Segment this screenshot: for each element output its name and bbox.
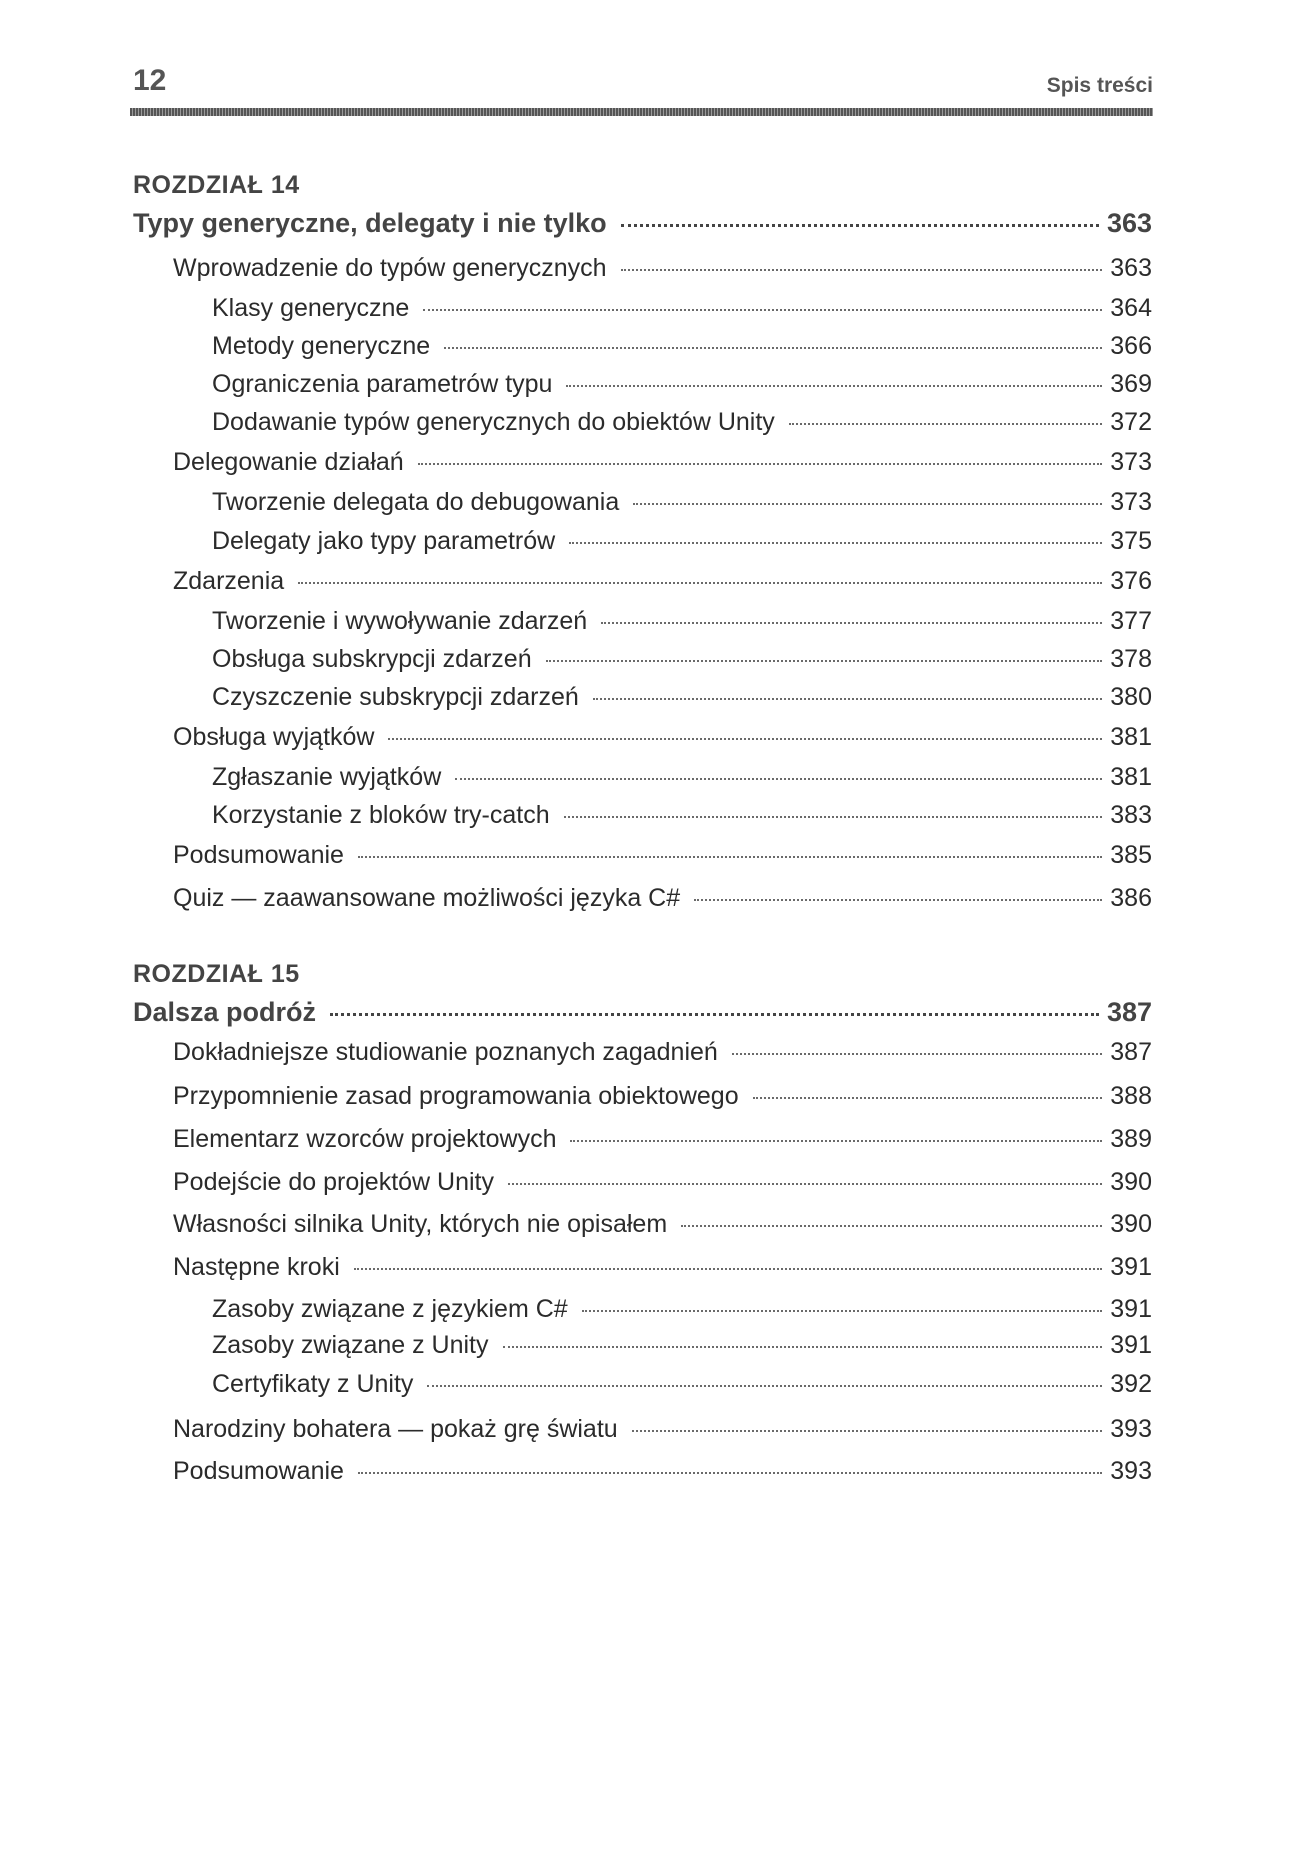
toc-section-row[interactable] — [0, 1457, 1300, 1486]
dot-leader — [582, 1310, 1103, 1312]
toc-entry-title: Czyszczenie subskrypcji zdarzeń — [212, 683, 579, 711]
toc-entry-title: Quiz — zaawansowane możliwości języka C# — [173, 884, 681, 912]
toc-entry-title: Delegowanie działań — [173, 448, 404, 476]
toc-subsection-row[interactable] — [0, 1331, 1300, 1360]
page-number: 12 — [133, 64, 167, 97]
dot-leader — [423, 309, 1102, 311]
dot-leader — [508, 1183, 1102, 1185]
dot-leader — [564, 816, 1103, 818]
toc-subsection-row[interactable] — [0, 408, 1300, 437]
toc-entry-title: Tworzenie i wywoływanie zdarzeń — [212, 607, 588, 635]
dot-leader — [621, 224, 1099, 227]
toc-entry-page-number: 390 — [1110, 1210, 1152, 1238]
toc-subsection-row[interactable] — [0, 527, 1300, 556]
dot-leader — [330, 1013, 1099, 1016]
toc-entry-page-number: 375 — [1110, 527, 1152, 555]
toc-entry-title: Zasoby związane z językiem C# — [212, 1295, 568, 1323]
toc-entry-page-number: 363 — [1110, 254, 1152, 282]
toc-entry-title: Delegaty jako typy parametrów — [212, 527, 556, 555]
toc-entry-page-number: 389 — [1110, 1125, 1152, 1153]
toc-entry-page-number: 388 — [1110, 1082, 1152, 1110]
toc-entry-title: Tworzenie delegata do debugowania — [212, 488, 620, 516]
toc-subsection-row[interactable] — [0, 488, 1300, 517]
toc-section-row[interactable] — [0, 448, 1300, 477]
dot-leader — [503, 1346, 1103, 1348]
toc-section-row[interactable] — [0, 723, 1300, 752]
toc-subsection-row[interactable] — [0, 683, 1300, 712]
dot-leader — [298, 582, 1102, 584]
toc-subsection-row[interactable] — [0, 1370, 1300, 1399]
toc-section-row[interactable] — [0, 1253, 1300, 1282]
dot-leader — [455, 778, 1102, 780]
dot-leader — [753, 1097, 1103, 1099]
dot-leader — [444, 347, 1102, 349]
toc-section-row[interactable] — [0, 1210, 1300, 1239]
dot-leader — [418, 463, 1103, 465]
toc-entry-page-number: 393 — [1110, 1457, 1152, 1485]
toc-entry-title: Klasy generyczne — [212, 294, 410, 322]
toc-section-row[interactable] — [0, 1415, 1300, 1444]
toc-section-row[interactable] — [0, 1038, 1300, 1067]
chapter-title: Typy generyczne, delegaty i nie tylko — [133, 208, 607, 238]
chapter-label: ROZDZIAŁ 14 — [133, 171, 300, 199]
toc-entry-title: Ograniczenia parametrów typu — [212, 370, 553, 398]
toc-subsection-row[interactable] — [0, 607, 1300, 636]
dot-leader — [732, 1053, 1102, 1055]
toc-entry-page-number: 369 — [1110, 370, 1152, 398]
toc-entry-page-number: 381 — [1110, 723, 1152, 751]
running-head: Spis treści — [1046, 74, 1153, 97]
dot-leader — [681, 1225, 1102, 1227]
toc-entry-title: Certyfikaty z Unity — [212, 1370, 414, 1398]
toc-section-row[interactable] — [0, 567, 1300, 596]
toc-section-row[interactable] — [0, 884, 1300, 913]
toc-entry-title: Przypomnienie zasad programowania obiektowego — [173, 1082, 739, 1110]
toc-subsection-row[interactable] — [0, 763, 1300, 792]
toc-entry-page-number: 386 — [1110, 884, 1152, 912]
toc-entry-title: Następne kroki — [173, 1253, 340, 1281]
toc-entry-page-number: 373 — [1110, 448, 1152, 476]
toc-entry-title: Dodawanie typów generycznych do obiektów Unity — [212, 408, 775, 436]
chapter-title: Dalsza podróż — [133, 997, 317, 1027]
toc-section-row[interactable] — [0, 1125, 1300, 1154]
toc-entry-page-number: 380 — [1110, 683, 1152, 711]
dot-leader — [789, 423, 1102, 425]
toc-entry-page-number: 364 — [1110, 294, 1152, 322]
toc-entry-page-number: 391 — [1110, 1253, 1152, 1281]
toc-entry-title: Zasoby związane z Unity — [212, 1331, 489, 1359]
toc-subsection-row[interactable] — [0, 370, 1300, 399]
toc-entry-title: Zgłaszanie wyjątków — [212, 763, 442, 791]
toc-entry-title: Podsumowanie — [173, 1457, 344, 1485]
toc-entry-title: Metody generyczne — [212, 332, 431, 360]
dot-leader — [358, 856, 1102, 858]
toc-entry-page-number: 377 — [1110, 607, 1152, 635]
toc-entry-title: Narodziny bohatera — pokaż grę światu — [173, 1415, 618, 1443]
toc-subsection-row[interactable] — [0, 1295, 1300, 1324]
dot-leader — [566, 385, 1102, 387]
dot-leader — [388, 738, 1102, 740]
chapter-title-row[interactable] — [0, 208, 1300, 239]
toc-entry-title: Wprowadzenie do typów generycznych — [173, 254, 607, 282]
header-rule — [130, 108, 1153, 116]
toc-entry-page-number: 383 — [1110, 801, 1152, 829]
toc-section-row[interactable] — [0, 1168, 1300, 1197]
toc-section-row[interactable] — [0, 254, 1300, 283]
toc-entry-page-number: 385 — [1110, 841, 1152, 869]
chapter-label: ROZDZIAŁ 15 — [133, 960, 300, 988]
chapter-title-row[interactable] — [0, 997, 1300, 1028]
toc-subsection-row[interactable] — [0, 645, 1300, 674]
toc-entry-page-number: 387 — [1110, 1038, 1152, 1066]
toc-entry-page-number: 393 — [1110, 1415, 1152, 1443]
toc-entry-title: Podsumowanie — [173, 841, 344, 869]
toc-subsection-row[interactable] — [0, 801, 1300, 830]
toc-entry-page-number: 391 — [1110, 1331, 1152, 1359]
toc-entry-page-number: 366 — [1110, 332, 1152, 360]
toc-entry-title: Elementarz wzorców projektowych — [173, 1125, 557, 1153]
dot-leader — [694, 899, 1102, 901]
toc-subsection-row[interactable] — [0, 332, 1300, 361]
toc-entry-title: Dokładniejsze studiowanie poznanych zagadnień — [173, 1038, 718, 1066]
dot-leader — [593, 698, 1102, 700]
chapter-page-number: 387 — [1106, 997, 1152, 1027]
dot-leader — [569, 542, 1102, 544]
toc-entry-title: Korzystanie z bloków try-catch — [212, 801, 550, 829]
dot-leader — [633, 503, 1102, 505]
toc-entry-page-number: 376 — [1110, 567, 1152, 595]
toc-entry-title: Obsługa subskrypcji zdarzeń — [212, 645, 532, 673]
toc-section-row[interactable] — [0, 841, 1300, 870]
dot-leader — [546, 660, 1103, 662]
toc-section-row[interactable] — [0, 1082, 1300, 1111]
dot-leader — [632, 1430, 1103, 1432]
toc-entry-page-number: 373 — [1110, 488, 1152, 516]
toc-entry-page-number: 372 — [1110, 408, 1152, 436]
toc-entry-title: Podejście do projektów Unity — [173, 1168, 494, 1196]
toc-entry-page-number: 390 — [1110, 1168, 1152, 1196]
toc-entry-title: Własności silnika Unity, których nie opisałem — [173, 1210, 668, 1238]
dot-leader — [354, 1268, 1103, 1270]
toc-entry-title: Zdarzenia — [173, 567, 285, 595]
toc-subsection-row[interactable] — [0, 294, 1300, 323]
dot-leader — [570, 1140, 1102, 1142]
dot-leader — [427, 1385, 1102, 1387]
toc-entry-page-number: 391 — [1110, 1295, 1152, 1323]
toc-entry-page-number: 381 — [1110, 763, 1152, 791]
dot-leader — [601, 622, 1102, 624]
toc-entry-page-number: 378 — [1110, 645, 1152, 673]
dot-leader — [621, 269, 1103, 271]
chapter-page-number: 363 — [1106, 208, 1152, 238]
toc-entry-title: Obsługa wyjątków — [173, 723, 375, 751]
toc-entry-page-number: 392 — [1110, 1370, 1152, 1398]
dot-leader — [358, 1472, 1102, 1474]
